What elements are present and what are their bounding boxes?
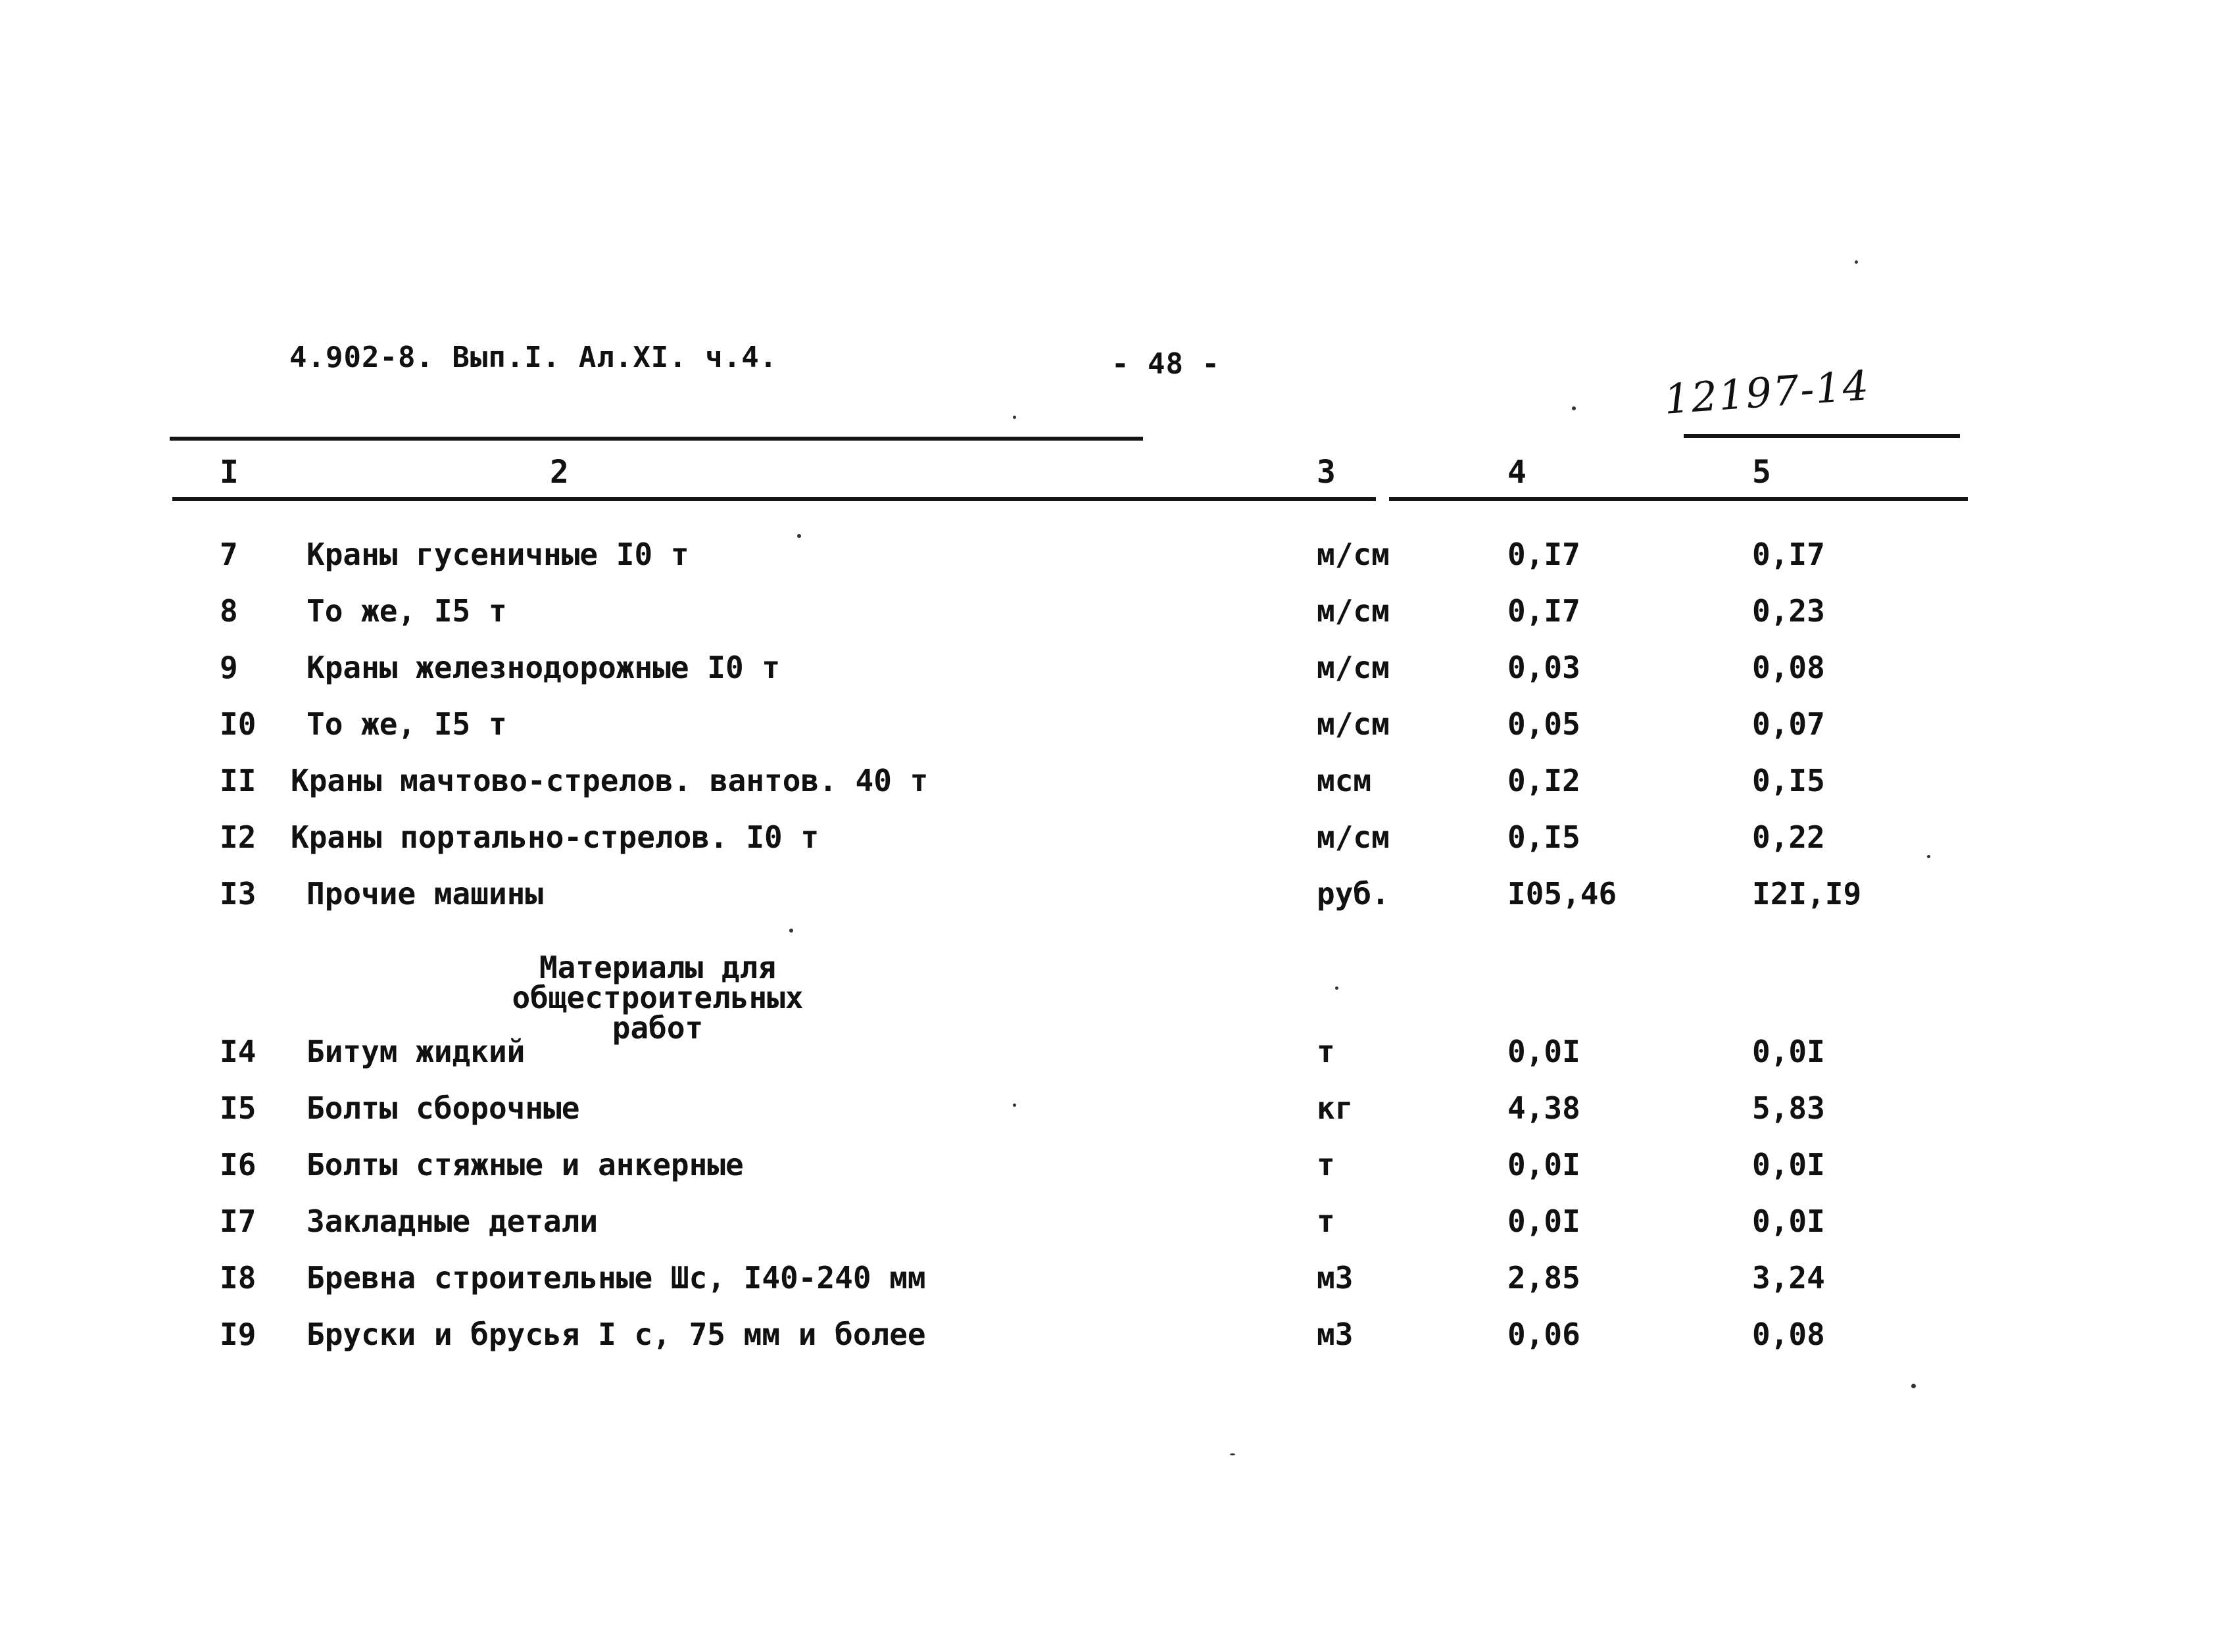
row-value-4: 0,I2 xyxy=(1507,763,1580,798)
section-title-line-1: Материалы для общестроительных xyxy=(512,950,804,1015)
row-unit: м3 xyxy=(1317,1317,1354,1352)
scan-speck xyxy=(789,929,793,933)
row-name: Болты сборочные xyxy=(306,1090,580,1126)
scan-speck xyxy=(1013,416,1016,419)
row-value-4: 0,06 xyxy=(1507,1317,1580,1352)
row-value-5: 0,07 xyxy=(1752,706,1825,742)
table-row xyxy=(0,876,2223,922)
row-value-4: 2,85 xyxy=(1507,1260,1580,1296)
row-number: I5 xyxy=(220,1090,256,1126)
row-value-4: 0,0I xyxy=(1507,1034,1580,1069)
table-row xyxy=(0,537,2223,583)
row-unit: м/см xyxy=(1317,706,1390,742)
scan-speck xyxy=(1927,855,1930,858)
row-name: Краны гусеничные I0 т xyxy=(306,537,689,572)
row-name: Бруски и брусья I с, 75 мм и более xyxy=(306,1317,926,1352)
row-unit: т xyxy=(1317,1034,1335,1069)
row-name: Краны мачтово-стрелов. вантов. 40 т xyxy=(291,763,929,798)
row-number: 9 xyxy=(220,650,238,685)
scan-speck xyxy=(1911,1384,1916,1388)
row-unit: руб. xyxy=(1317,876,1390,911)
col-header-2: 2 xyxy=(550,454,569,491)
row-number: I3 xyxy=(220,876,256,911)
top-rule-right xyxy=(1684,434,1960,438)
row-value-5: 5,83 xyxy=(1752,1090,1825,1126)
table-row xyxy=(0,650,2223,696)
row-number: I2 xyxy=(220,819,256,855)
table-row xyxy=(0,706,2223,752)
table-row xyxy=(0,1090,2223,1136)
table-row xyxy=(0,1260,2223,1306)
scan-speck xyxy=(1335,986,1338,990)
col-header-5: 5 xyxy=(1752,454,1771,491)
row-unit: м/см xyxy=(1317,537,1390,572)
row-name: Битум жидкий xyxy=(306,1034,525,1069)
row-number: I8 xyxy=(220,1260,256,1296)
row-value-4: 4,38 xyxy=(1507,1090,1580,1126)
row-value-4: 0,0I xyxy=(1507,1147,1580,1182)
row-value-5: 0,08 xyxy=(1752,650,1825,685)
handwritten-id: 12197-14 xyxy=(1662,361,1872,424)
row-number: I9 xyxy=(220,1317,256,1352)
row-unit: т xyxy=(1317,1203,1335,1239)
row-number: 8 xyxy=(220,593,238,629)
row-unit: кг xyxy=(1317,1090,1354,1126)
section-heading xyxy=(395,950,921,1046)
table-row xyxy=(0,1203,2223,1250)
row-unit: м3 xyxy=(1317,1260,1354,1296)
scan-speck xyxy=(1855,260,1858,264)
row-value-4: 0,05 xyxy=(1507,706,1580,742)
row-number: I0 xyxy=(220,706,256,742)
table-row xyxy=(0,1147,2223,1193)
header-rule xyxy=(172,497,1376,501)
row-name: То же, I5 т xyxy=(306,593,507,629)
row-number: I6 xyxy=(220,1147,256,1182)
row-name: То же, I5 т xyxy=(306,706,507,742)
top-rule xyxy=(170,437,1143,441)
header-rule-right xyxy=(1389,497,1968,501)
row-name: Болты стяжные и анкерные xyxy=(306,1147,744,1182)
row-unit: м/см xyxy=(1317,819,1390,855)
row-value-5: 0,0I xyxy=(1752,1147,1825,1182)
table-row xyxy=(0,593,2223,639)
scan-speck xyxy=(1013,1104,1016,1107)
table-row xyxy=(0,1317,2223,1363)
row-unit: м/см xyxy=(1317,650,1390,685)
row-name: Краны портально-стрелов. I0 т xyxy=(291,819,819,855)
row-number: I4 xyxy=(220,1034,256,1069)
row-unit: мсм xyxy=(1317,763,1372,798)
scan-speck xyxy=(1230,1453,1235,1455)
row-value-4: 0,03 xyxy=(1507,650,1580,685)
row-name: Прочие машины xyxy=(306,876,544,911)
table-row xyxy=(0,819,2223,865)
row-value-5: 0,22 xyxy=(1752,819,1825,855)
row-value-5: I2I,I9 xyxy=(1752,876,1862,911)
row-value-5: 0,I5 xyxy=(1752,763,1825,798)
row-value-5: 0,0I xyxy=(1752,1034,1825,1069)
scan-speck xyxy=(797,534,801,538)
document-code: 4.902-8. Вып.I. Ал.XI. ч.4. xyxy=(289,341,778,374)
row-value-4: 0,I5 xyxy=(1507,819,1580,855)
row-unit: м/см xyxy=(1317,593,1390,629)
row-name: Закладные детали xyxy=(306,1203,598,1239)
col-header-4: 4 xyxy=(1507,454,1527,491)
row-value-5: 0,08 xyxy=(1752,1317,1825,1352)
row-number: II xyxy=(220,763,256,798)
row-value-5: 0,I7 xyxy=(1752,537,1825,572)
row-number: 7 xyxy=(220,537,238,572)
row-value-4: 0,I7 xyxy=(1507,593,1580,629)
row-value-5: 3,24 xyxy=(1752,1260,1825,1296)
row-value-5: 0,23 xyxy=(1752,593,1825,629)
row-value-4: I05,46 xyxy=(1507,876,1617,911)
col-header-3: 3 xyxy=(1317,454,1336,491)
scan-speck xyxy=(1572,406,1576,410)
row-value-4: 0,I7 xyxy=(1507,537,1580,572)
row-value-4: 0,0I xyxy=(1507,1203,1580,1239)
row-number: I7 xyxy=(220,1203,256,1239)
table-row xyxy=(0,1034,2223,1080)
row-unit: т xyxy=(1317,1147,1335,1182)
col-header-1: I xyxy=(220,454,239,491)
row-name: Бревна строительные Шс, I40-240 мм xyxy=(306,1260,926,1296)
page-number: - 48 - xyxy=(1112,347,1220,381)
table-row xyxy=(0,763,2223,809)
section-title-line-2: работ xyxy=(612,1010,704,1046)
row-name: Краны железнодорожные I0 т xyxy=(306,650,781,685)
row-value-5: 0,0I xyxy=(1752,1203,1825,1239)
